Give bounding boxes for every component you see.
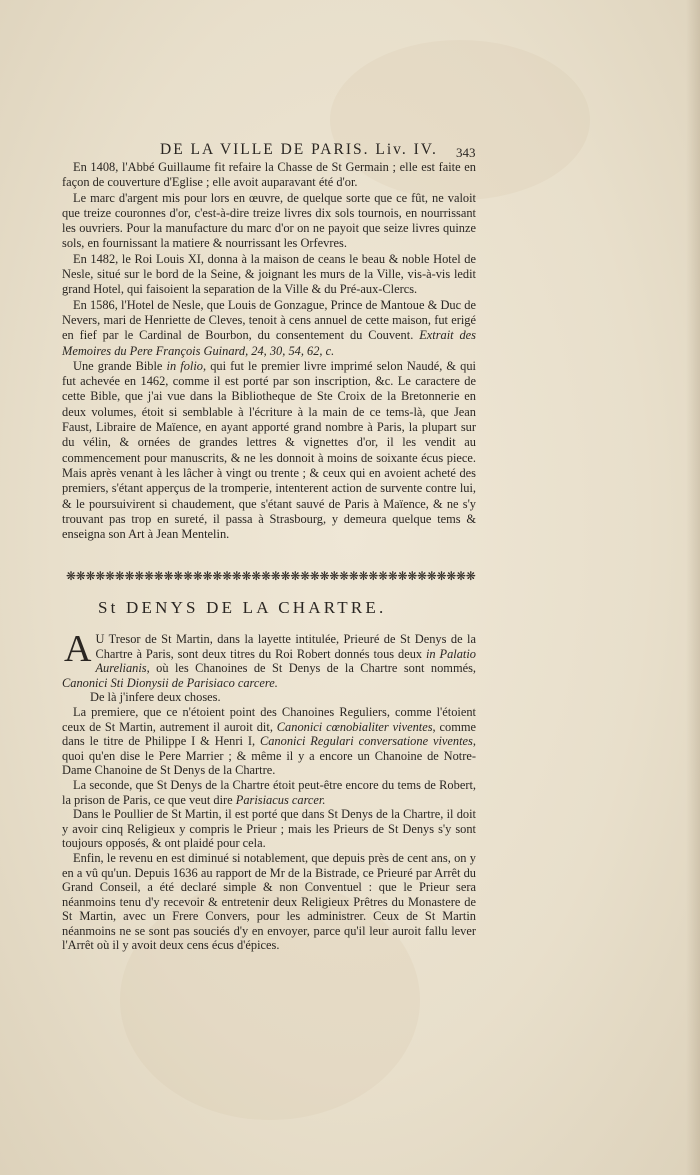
ornament-glyph: ❋ <box>231 568 242 583</box>
ornament-glyph: ❋ <box>290 568 301 583</box>
ornament-glyph: ❋ <box>378 568 389 583</box>
ornament-rule <box>66 566 474 586</box>
ornament-glyph: ❋ <box>417 568 428 583</box>
ornament-glyph: ❋ <box>192 568 203 583</box>
ornament-glyph: ❋ <box>358 568 369 583</box>
page-edge <box>686 0 700 1175</box>
body-text <box>62 160 476 542</box>
paragraph: En 1586, l'Hotel de Nesle, que Louis de Gonzague, Prince de Mantoue & Duc de Nevers, mari de Henriette de Cleves, tenoit à cens annuel de cette maison, fut erigé en fief par le Cardinal de Bourbon, du consentement du Couvent. Extrait des Memoires du Pere François Guinard, 24, 30, 54, 62, c. <box>62 297 477 358</box>
paragraph: A U Tresor de St Martin, dans la layette intitulée, Prieuré de St Denys de la Chartre à Paris, sont deux titres du Roi Robert donnés tous deux in Palatio Aurelianis, où les Chanoines de St Denys de la Chartre sont nommés, Canonici Sti Dionysii de Parisiaco carcere. <box>62 628 476 690</box>
section-body <box>62 628 476 953</box>
ornament-glyph: ❋ <box>144 568 155 583</box>
ornament-glyph: ❋ <box>270 568 281 583</box>
ornament-glyph: ❋ <box>280 568 291 583</box>
ornament-glyph: ❋ <box>105 568 116 583</box>
ornament-glyph: ❋ <box>309 568 320 583</box>
ornament-glyph: ❋ <box>66 568 77 583</box>
ornament-glyph: ❋ <box>251 568 262 583</box>
page-number: 343 <box>456 145 476 160</box>
ornament-glyph: ❋ <box>134 568 145 583</box>
drop-cap: A <box>64 628 92 670</box>
paragraph: En 1482, le Roi Louis XI, donna à la maison de ceans le beau & noble Hotel de Nesle, situé sur le bord de la Seine, & joignant les murs de la Ville, vis-à-vis ledit grand Hotel, qui faisoient la separation de la Ville & du Pré-aux-Clercs. <box>62 251 476 297</box>
paragraph: Le marc d'argent mis pour lors en œuvre, de quelque sorte que ce fût, ne valoit que treize couronnes d'or, c'est-à-dire treize livres dix sols tournois, en nourrissant les ouvriers. Pour la manufacture du marc d'or on ne payoit que seize livres quinze sols, en fournissant la matiere & nourrissant les Orfevres. <box>62 190 476 251</box>
ornament-glyph: ❋ <box>436 568 447 583</box>
paragraph: En 1408, l'Abbé Guillaume fit refaire la Chasse de St Germain ; elle est faite en façon de couverture d'Eglise ; elle avoit auparavant été d'or. <box>62 160 476 190</box>
ornament-glyph: ❋ <box>300 568 311 583</box>
ornament-glyph: ❋ <box>75 568 86 583</box>
ornament-glyph: ❋ <box>397 568 408 583</box>
running-head <box>0 141 700 161</box>
ornament-glyph: ❋ <box>212 568 223 583</box>
ornament-glyph: ❋ <box>465 568 476 583</box>
section-title: St DENYS DE LA CHARTRE. <box>98 598 387 617</box>
ornament-glyph: ❋ <box>348 568 359 583</box>
ornament-glyph: ❋ <box>114 568 125 583</box>
paragraph: La premiere, que ce n'étoient point des Chanoines Reguliers, comme l'étoient ceux de St Martin, autrement il auroit dit, Canonici cœnobialiter viventes, comme dans le titre de Philippe I & Henri I, Canonici Regulari conversatione viventes, quoi qu'en dise le Pere Marrier ; & même il y a encore un Chanoine de Notre-Dame Chanoine de St Denys de la Chartre. <box>62 704 476 778</box>
ornament-glyph: ❋ <box>163 568 174 583</box>
ornament-glyph: ❋ <box>124 568 135 583</box>
ornament-glyph: ❋ <box>153 568 164 583</box>
ornament-glyph: ❋ <box>173 568 184 583</box>
paragraph: Dans le Poullier de St Martin, il est porté que dans St Denys de la Chartre, il doit y avoir cinq Religieux y compris le Prieur ; mais les Prieurs de St Denys s'y sont toujours opposés, & ont plaidé pour cela. <box>62 807 476 851</box>
ornament-glyph: ❋ <box>202 568 213 583</box>
paragraph: Une grande Bible in folio, qui fut le premier livre imprimé selon Naudé, & qui fut achevée en 1462, comme il est porté par son inscription, &c. Le caractere de cette Bible, que j'ai vue dans la Bibliotheque de Ste Croix de la Bretonnerie en deux volumes, étoit si semblable à l'écriture à la main de ce tems-là, que Jean Faust, Libraire de Maïence, en ayant apporté grand nombre à Paris, la plupart sur du vélin, & ornées de grandes lettres & vignettes d'or, il les vendit au commencement pour manuscrits, & ne les donnoit à moins de soixante écus piece. Mais après venant à les lâcher à vingt ou trente ; & ceux qui en avoient acheté des premiers, s'étant apperçus de la tromperie, intenterent action de survente contre lui, & le poursuivirent si chaudement, que s'étant sauvé de Paris à Maïence, & ne s'y trouvant pas trop en sureté, il passa à Strasbourg, y demeura quelque tems & enseigna son Art à Jean Mentelin. <box>62 358 476 542</box>
ornament-glyph: ❋ <box>222 568 233 583</box>
ornament-glyph: ❋ <box>329 568 340 583</box>
ornament-glyph: ❋ <box>183 568 194 583</box>
ornament-glyph: ❋ <box>241 568 252 583</box>
ornament-glyph: ❋ <box>446 568 457 583</box>
running-title: DE LA VILLE DE PARIS. Liv. IV. <box>160 141 438 158</box>
ornament-glyph: ❋ <box>339 568 350 583</box>
paragraph: De là j'infere deux choses. <box>90 690 221 705</box>
ornament-glyph: ❋ <box>407 568 418 583</box>
ornament-glyph: ❋ <box>426 568 437 583</box>
ornament-glyph: ❋ <box>368 568 379 583</box>
paragraph: La seconde, que St Denys de la Chartre étoit peut-être encore du tems de Robert, la prison de Paris, ce que veut dire Parisiacus carcer. <box>62 777 476 807</box>
ornament-glyph: ❋ <box>387 568 398 583</box>
ornament-glyph: ❋ <box>95 568 106 583</box>
ornament-glyph: ❋ <box>85 568 96 583</box>
ornament-glyph: ❋ <box>456 568 467 583</box>
ornament-glyph: ❋ <box>261 568 272 583</box>
citation: Extrait des Memoires du Pere François Guinard, 24, 30, 54, 62, c. <box>62 328 477 358</box>
paragraph: Enfin, le revenu en est diminué si notablement, que depuis près de cent ans, on y en a vû qu'un. Depuis 1636 au rapport de Mr de la Bistrade, ce Prieuré par Arrêt du Grand Conseil, a été declaré simple & non Conventuel : que le Prieur sera néanmoins tenu d'y recevoir & entretenir deux Religieux Prêtres du Monastere de St Martin, avec un Frere Convers, pour les administrer. Ceux de St Martin néanmoins ne se sont pas souciés d'y en envoyer, parce qu'il leur auroit fallu lever l'Arrêt où il y avoit deux cens écus d'épices. <box>62 850 476 953</box>
ornament-glyph: ❋ <box>319 568 330 583</box>
